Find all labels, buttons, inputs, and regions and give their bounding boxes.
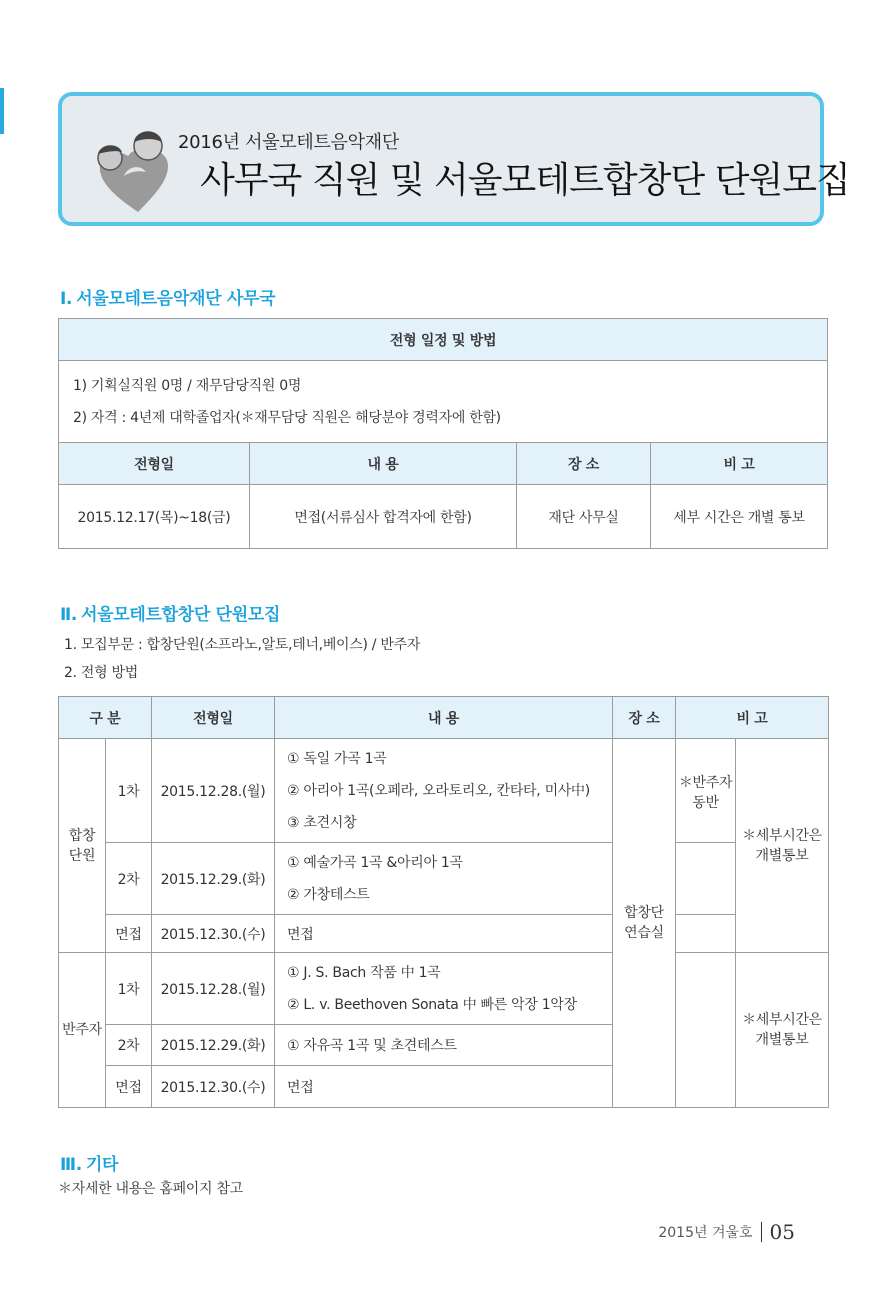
note-accomp-cell	[676, 739, 736, 843]
group-piano-cell	[59, 953, 106, 1108]
section3-note: ＊자세한 내용은 홈페이지 참고	[58, 1181, 243, 1197]
note-piano: ＊세부시간은 개별통보	[742, 1012, 822, 1048]
date-cell: 2015.12.29.(화)	[152, 1025, 275, 1066]
note-accomp: ＊반주자 동반	[678, 775, 733, 811]
header-cell: 내 용	[250, 443, 517, 485]
note-piano-cell	[736, 953, 829, 1108]
stage-cell: 1차	[106, 953, 152, 1025]
header-cell: 전형일	[59, 443, 250, 485]
note-blank-cell	[676, 953, 736, 1108]
header-cell: 비 고	[676, 697, 829, 739]
content-line: ③ 초견시창	[287, 814, 357, 831]
place-cell	[613, 739, 676, 1108]
stage-cell: 면접	[106, 915, 152, 953]
section1-heading-text: 서울모테트음악재단 사무국	[76, 289, 276, 309]
section3-roman: Ⅲ.	[60, 1155, 82, 1175]
section1-table	[58, 318, 828, 549]
note-blank-cell	[676, 915, 736, 953]
info-cell	[59, 361, 828, 443]
content-line: ② 아리아 1곡(오페라, 오라토리오, 칸타타, 미사中)	[287, 782, 590, 799]
header-cell: 장 소	[517, 443, 651, 485]
page-number: 05	[769, 1220, 795, 1244]
place-label: 합창단 연습실	[624, 905, 664, 941]
banner-title: 사무국 직원 및 서울모테트합창단 단원모집	[200, 160, 850, 201]
date-cell: 2015.12.28.(월)	[152, 739, 275, 843]
date-cell: 2015.12.28.(월)	[152, 953, 275, 1025]
edge-tab-marker	[0, 88, 4, 134]
page-footer	[658, 1220, 795, 1244]
date-cell: 2015.12.29.(화)	[152, 843, 275, 915]
content-cell	[275, 843, 613, 915]
section2-heading-text: 서울모테트합창단 단원모집	[81, 605, 281, 625]
stage-cell: 2차	[106, 1025, 152, 1066]
content-cell: ① 자유곡 1곡 및 초견테스트	[275, 1025, 613, 1066]
footer-divider	[761, 1222, 762, 1242]
banner-subtitle: 2016년 서울모테트음악재단	[178, 132, 399, 153]
header-cell: 비 고	[651, 443, 828, 485]
stage-cell: 2차	[106, 843, 152, 915]
content-line: ① 예술가곡 1곡 &아리아 1곡	[287, 854, 463, 871]
note-cell: 세부 시간은 개별 통보	[651, 485, 828, 549]
content-cell: 면접	[275, 915, 613, 953]
table-title: 전형 일정 및 방법	[59, 319, 828, 361]
note-choir: ＊세부시간은 개별통보	[742, 827, 822, 864]
section1-heading	[60, 284, 275, 309]
stage-cell: 면접	[106, 1066, 152, 1108]
content-cell	[275, 739, 613, 843]
section3-heading-text: 기타	[85, 1155, 119, 1175]
header-cell: 장 소	[613, 697, 676, 739]
people-heart-icon	[88, 120, 188, 216]
info-line: 1) 기획실직원 0명 / 재무담당직원 0명	[73, 377, 302, 394]
note-blank-cell	[676, 843, 736, 915]
content-line: ② L. v. Beethoven Sonata 中 빠른 악장 1악장	[287, 996, 577, 1013]
section3-heading	[60, 1150, 118, 1175]
content-line: ② 가창테스트	[287, 886, 370, 903]
content-cell	[275, 953, 613, 1025]
content-line: ① 독일 가곡 1곡	[287, 750, 387, 767]
place-cell: 재단 사무실	[517, 485, 651, 549]
stage-cell: 1차	[106, 739, 152, 843]
section1-roman: Ⅰ.	[60, 289, 73, 309]
section2-heading	[60, 600, 280, 625]
method-line: 2. 전형 방법	[64, 665, 138, 681]
group-choir-cell	[59, 739, 106, 953]
group-piano-label: 반주자	[62, 1022, 102, 1038]
date-cell: 2015.12.17(목)~18(금)	[59, 485, 250, 549]
recruit-line: 1. 모집부문 : 합창단원(소프라노,알토,테너,베이스) / 반주자	[64, 637, 421, 653]
header-cell: 내 용	[275, 697, 613, 739]
content-line: ① J. S. Bach 작품 中 1곡	[287, 964, 441, 981]
group-choir-label: 합창 단원	[68, 827, 96, 864]
section2-roman: Ⅱ.	[60, 605, 78, 625]
content-cell: 면접(서류심사 합격자에 한함)	[250, 485, 517, 549]
header-cell: 구 분	[59, 697, 152, 739]
header-cell: 전형일	[152, 697, 275, 739]
date-cell: 2015.12.30.(수)	[152, 1066, 275, 1108]
date-cell: 2015.12.30.(수)	[152, 915, 275, 953]
issue-label: 2015년 겨울호	[658, 1225, 753, 1241]
note-choir-cell	[736, 739, 829, 953]
info-line: 2) 자격 : 4년제 대학졸업자(＊재무담당 직원은 해당분야 경력자에 한함)	[73, 409, 501, 426]
section2-table	[58, 696, 829, 1108]
content-cell: 면접	[275, 1066, 613, 1108]
